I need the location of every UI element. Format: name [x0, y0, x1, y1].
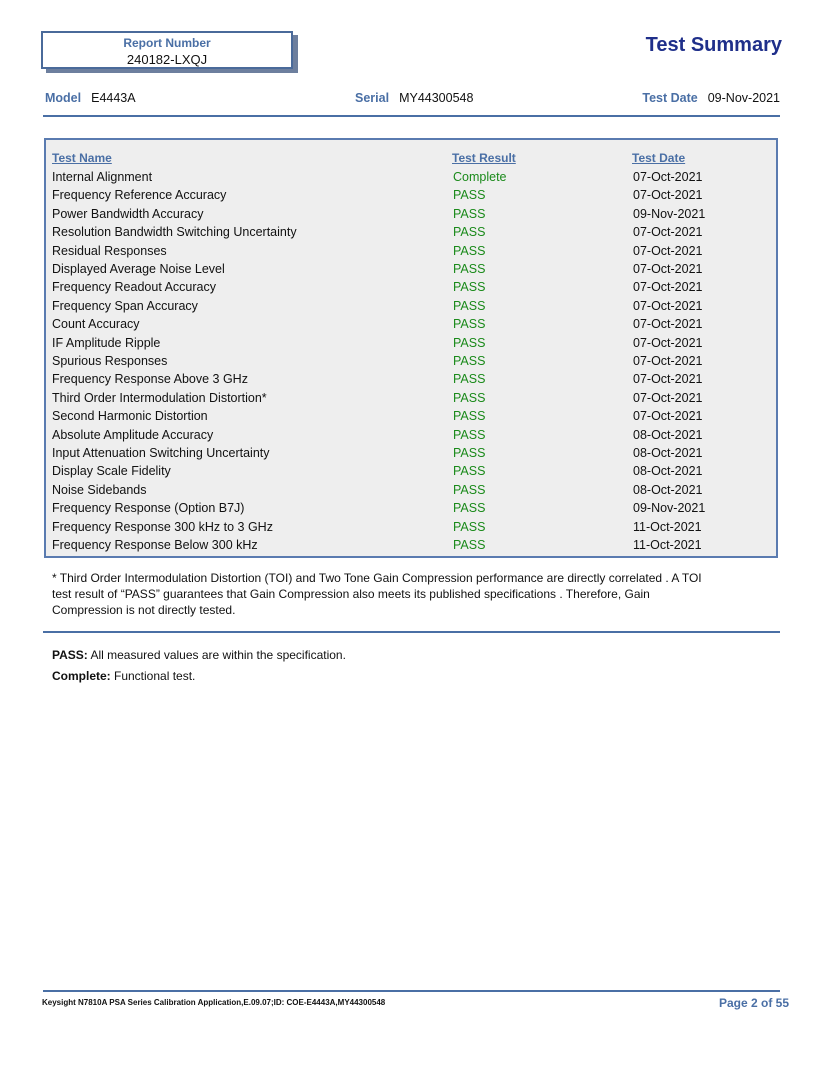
test-result-cell: PASS	[453, 501, 486, 516]
test-date-cell: 07-Oct-2021	[633, 170, 703, 184]
test-name-cell: Frequency Span Accuracy	[52, 298, 198, 313]
model-label: Model	[45, 91, 82, 105]
table-row	[46, 280, 776, 298]
test-result-cell: PASS	[453, 538, 486, 552]
legend-pass	[52, 648, 346, 662]
test-result-cell: PASS	[453, 188, 486, 203]
test-name-cell: Frequency Response Above 3 GHz	[52, 372, 248, 387]
test-result-cell: PASS	[453, 206, 486, 221]
footnote-divider	[43, 631, 780, 633]
column-header-test-name: Test Name	[52, 151, 112, 165]
test-result-cell: PASS	[453, 280, 486, 295]
serial-label: Serial	[355, 91, 390, 105]
test-name-cell: Input Attenuation Switching Uncertainty	[52, 446, 270, 460]
table-row	[46, 391, 776, 409]
test-name-cell: Frequency Response (Option B7J)	[52, 501, 245, 516]
test-name-cell: Frequency Response Below 300 kHz	[52, 538, 258, 552]
test-date-cell: 07-Oct-2021	[633, 225, 703, 240]
footer-application-id: Keysight N7810A PSA Series Calibration Application,E.09.07;ID: COE-E4443A,MY44300548	[42, 998, 386, 1007]
legend-complete-text: Functional test.	[110, 669, 196, 683]
test-date-cell: 07-Oct-2021	[633, 280, 703, 295]
test-name-cell: Frequency Readout Accuracy	[52, 280, 216, 295]
table-row	[46, 409, 776, 427]
test-result-cell: PASS	[453, 409, 486, 424]
test-date-cell: 11-Oct-2021	[633, 538, 702, 552]
test-name-cell: Resolution Bandwidth Switching Uncertainty	[52, 225, 297, 240]
test-results-table	[44, 138, 778, 558]
test-result-cell: PASS	[453, 464, 486, 479]
table-row	[46, 225, 776, 243]
table-row	[46, 464, 776, 482]
table-row	[46, 336, 776, 354]
test-name-cell: Noise Sidebands	[52, 482, 147, 497]
table-row	[46, 538, 776, 556]
footer-divider	[43, 990, 780, 992]
report-number-label: Report Number	[123, 36, 211, 50]
test-date-cell: 08-Oct-2021	[633, 427, 703, 442]
table-row	[46, 207, 776, 225]
test-result-cell: PASS	[453, 335, 486, 350]
report-number-value: 240182-LXQJ	[126, 52, 208, 67]
test-date-value: 09-Nov-2021	[707, 91, 780, 105]
test-date-cell: 07-Oct-2021	[633, 188, 703, 203]
test-date-cell: 07-Oct-2021	[633, 262, 703, 276]
test-date-cell: 07-Oct-2021	[633, 354, 703, 368]
table-row	[46, 170, 776, 188]
table-row	[46, 317, 776, 335]
test-name-cell: Spurious Responses	[52, 354, 168, 368]
test-date-cell: 08-Oct-2021	[633, 482, 703, 497]
table-row	[46, 501, 776, 519]
test-date-cell: 08-Oct-2021	[633, 464, 703, 479]
test-date-cell: 07-Oct-2021	[633, 335, 703, 350]
test-date-cell: 07-Oct-2021	[633, 298, 703, 313]
test-date-cell: 08-Oct-2021	[633, 446, 703, 460]
test-name-cell: Count Accuracy	[52, 317, 140, 332]
test-name-cell: IF Amplitude Ripple	[52, 335, 161, 350]
test-result-cell: PASS	[453, 427, 486, 442]
test-name-cell: Frequency Response 300 kHz to 3 GHz	[52, 519, 273, 534]
test-name-cell: Residual Responses	[52, 243, 167, 258]
test-result-cell: PASS	[453, 262, 486, 276]
test-result-cell: PASS	[453, 298, 486, 313]
table-row	[46, 428, 776, 446]
report-number-box	[41, 31, 293, 69]
test-result-cell: Complete	[453, 170, 507, 184]
test-date-field	[642, 91, 780, 105]
test-name-cell: Power Bandwidth Accuracy	[52, 206, 204, 221]
header-divider	[43, 115, 780, 117]
table-row	[46, 446, 776, 464]
test-result-cell: PASS	[453, 243, 486, 258]
serial-field	[355, 91, 473, 105]
test-name-cell: Displayed Average Noise Level	[52, 262, 225, 276]
table-row	[46, 354, 776, 372]
test-date-cell: 09-Nov-2021	[633, 206, 706, 221]
test-result-cell: PASS	[453, 390, 486, 405]
table-row	[46, 244, 776, 262]
test-date-cell: 07-Oct-2021	[633, 317, 703, 332]
column-header-test-result: Test Result	[452, 151, 516, 165]
test-name-cell: Frequency Reference Accuracy	[52, 188, 227, 203]
legend-pass-label: PASS:	[52, 648, 88, 662]
page-title: Test Summary	[645, 34, 782, 56]
test-result-cell: PASS	[453, 225, 486, 240]
test-name-cell: Display Scale Fidelity	[52, 464, 171, 479]
test-result-cell: PASS	[453, 446, 486, 460]
table-row	[46, 483, 776, 501]
test-name-cell: Absolute Amplitude Accuracy	[52, 427, 214, 442]
table-row	[46, 372, 776, 390]
column-header-test-date: Test Date	[632, 151, 686, 165]
model-field	[45, 91, 136, 105]
page-number: Page 2 of 55	[718, 996, 789, 1010]
test-date-cell: 07-Oct-2021	[633, 372, 703, 387]
test-result-cell: PASS	[453, 519, 486, 534]
table-row	[46, 299, 776, 317]
test-name-cell: Second Harmonic Distortion	[52, 409, 208, 424]
test-result-cell: PASS	[453, 354, 486, 368]
table-row	[46, 188, 776, 206]
table-row	[46, 262, 776, 280]
model-value: E4443A	[91, 91, 136, 105]
test-date-cell: 09-Nov-2021	[633, 501, 706, 516]
test-date-cell: 11-Oct-2021	[633, 519, 702, 534]
test-date-cell: 07-Oct-2021	[633, 390, 703, 405]
test-result-cell: PASS	[453, 482, 486, 497]
test-result-cell: PASS	[453, 372, 486, 387]
test-date-cell: 07-Oct-2021	[633, 243, 703, 258]
table-row	[46, 520, 776, 538]
toi-footnote: * Third Order Intermodulation Distortion (TOI) and Two Tone Gain Compression performance are directly correlated . A TOI test result of “PASS” guarantees that Gain Compression also meets its published specifications . Therefore, Gain Compression is not directly tested.	[52, 571, 702, 617]
legend-complete-label: Complete:	[52, 669, 111, 683]
test-name-cell: Third Order Intermodulation Distortion*	[52, 390, 267, 405]
legend-complete	[52, 669, 195, 683]
test-date-label: Test Date	[642, 91, 698, 105]
test-date-cell: 07-Oct-2021	[633, 409, 703, 424]
test-result-cell: PASS	[453, 317, 486, 332]
test-name-cell: Internal Alignment	[52, 170, 153, 184]
legend-pass-text: All measured values are within the specification.	[87, 648, 346, 662]
serial-value: MY44300548	[399, 91, 474, 105]
